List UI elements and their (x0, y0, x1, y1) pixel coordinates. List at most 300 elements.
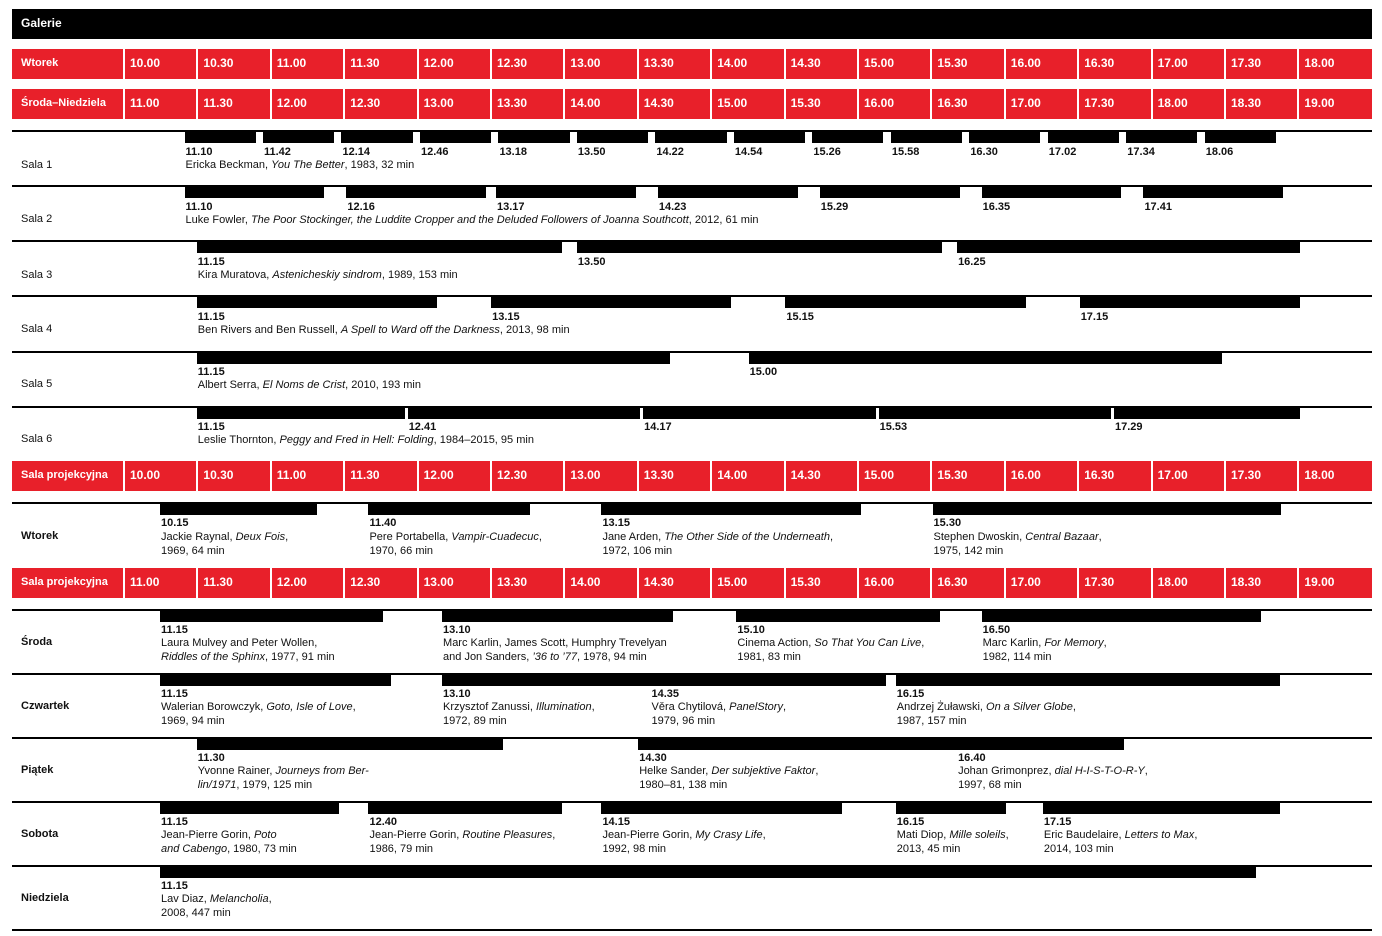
film-title: For Memory (1044, 637, 1104, 649)
film-author: Marc Karlin, (982, 637, 1045, 649)
tick-label: 11.00 (276, 468, 307, 482)
time-tick (1004, 49, 1041, 79)
start-time: 14.30 (639, 752, 667, 764)
separator: , (433, 434, 440, 446)
start-time: 13.17 (496, 201, 525, 213)
start-time: 14.23 (658, 201, 687, 213)
film-line-2 (161, 650, 335, 664)
screening-bar[interactable] (658, 187, 798, 198)
start-time: 14.17 (644, 421, 672, 433)
film-line-2 (161, 842, 297, 856)
film-line-1 (443, 636, 667, 650)
film-title: Der subjektive Faktor (711, 765, 816, 777)
film-title: Goto, Isle of Love (266, 701, 353, 713)
screening-bar[interactable] (982, 187, 1122, 198)
screening-bar[interactable] (785, 297, 1025, 308)
tick-label: 12.30 (497, 56, 528, 70)
screening-bar[interactable] (1043, 803, 1280, 814)
screening-bar[interactable] (197, 739, 504, 750)
time-tick (1224, 568, 1262, 598)
screening-bar[interactable] (982, 611, 1262, 622)
time-tick (417, 568, 454, 598)
film-author: Jean-Pierre Gorin, (161, 829, 254, 841)
tick-label: 16.00 (864, 575, 895, 589)
tick-label: 17.30 (1084, 96, 1115, 110)
day-label: Środa (21, 636, 53, 648)
time-tick (490, 461, 528, 491)
screening-bar[interactable] (160, 504, 317, 515)
tick-label: 15.30 (790, 575, 821, 589)
film-meta: 1987, 157 min (896, 715, 967, 727)
tick-label: 15.00 (717, 96, 748, 110)
film-line-2: 1975, 142 min (933, 545, 1004, 557)
time-tick (270, 49, 307, 79)
screening-bar[interactable] (197, 408, 405, 419)
time-tick (1224, 89, 1262, 119)
screening-bar[interactable] (263, 132, 334, 143)
time-tick (1004, 461, 1041, 491)
film-line-2 (443, 650, 647, 664)
tick-label: 14.00 (717, 56, 748, 70)
screening-bar[interactable] (197, 353, 670, 364)
start-time: 11.15 (197, 421, 225, 433)
screening-bar[interactable] (896, 803, 1006, 814)
screening-bar[interactable] (577, 242, 942, 253)
start-time: 14.15 (602, 816, 630, 828)
film-author: Andrzej Żuławski, (896, 701, 987, 713)
time-tick (1297, 568, 1335, 598)
screening-bar[interactable] (601, 803, 841, 814)
screening-bar[interactable] (655, 132, 726, 143)
time-tick (490, 568, 528, 598)
screening-bar[interactable] (820, 187, 960, 198)
tick-label: 17.00 (1157, 468, 1188, 482)
time-tick (270, 461, 307, 491)
room-label: Sala 3 (21, 269, 53, 281)
time-tick (1297, 49, 1335, 79)
time-tick (196, 49, 234, 79)
screening-bar[interactable] (969, 132, 1040, 143)
film-line-1 (1044, 828, 1197, 842)
screening-bar[interactable] (498, 132, 569, 143)
punct: , (782, 701, 787, 713)
screening-bar[interactable] (1114, 408, 1300, 419)
separator: , (265, 159, 272, 171)
film-meta: , 1979, 125 min (236, 779, 313, 791)
time-tick (637, 461, 674, 491)
film-author: Yvonne Rainer, (197, 765, 276, 777)
tick-label: 17.30 (1231, 56, 1262, 70)
tick-label: 11.30 (203, 96, 233, 110)
film-title: Letters to Max (1124, 829, 1195, 841)
room-label: Sala 2 (21, 213, 53, 225)
film-meta: 2013, 45 min (896, 843, 961, 855)
start-time: 10.15 (161, 517, 189, 529)
screening-tuesday-header (12, 461, 1372, 491)
film-author: Helke Sander, (639, 765, 712, 777)
screening-bar[interactable] (933, 504, 1281, 515)
film-author: Marc Karlin, James Scott, Humphry Trevelyan (443, 637, 667, 649)
tick-label: 12.00 (276, 575, 307, 589)
film-title: Astenicheskiy sindrom (272, 269, 382, 281)
screening-bar[interactable] (185, 132, 256, 143)
day-label: Sobota (21, 828, 59, 840)
screening-bar[interactable] (1048, 132, 1119, 143)
start-time: 11.15 (197, 256, 225, 268)
separator: , (381, 269, 388, 281)
screening-bar[interactable] (638, 739, 976, 750)
screening-bar[interactable] (957, 242, 1300, 253)
punct: , (1005, 829, 1009, 841)
start-time: 16.25 (958, 256, 986, 268)
separator: , (345, 379, 352, 391)
tick-label: 19.00 (1304, 96, 1335, 110)
tick-label: 16.00 (864, 96, 895, 110)
film-line-2 (161, 714, 225, 728)
tick-label: 14.00 (570, 96, 601, 110)
screening-bar[interactable] (601, 504, 861, 515)
screening-bar[interactable] (160, 867, 1256, 878)
start-time: 15.00 (749, 366, 778, 378)
tick-label: 12.00 (423, 468, 454, 482)
time-tick (343, 461, 380, 491)
tick-label: 17.30 (1231, 468, 1262, 482)
film-line-1 (602, 530, 833, 544)
screening-bar[interactable] (749, 353, 1222, 364)
time-tick (196, 461, 234, 491)
tick-label: 18.00 (1304, 56, 1335, 70)
tick-label: 10.30 (203, 56, 234, 70)
tick-label: 18.30 (1231, 575, 1262, 589)
film-info (198, 268, 458, 282)
time-tick (1151, 89, 1188, 119)
film-line-2 (161, 906, 231, 920)
start-time: 11.15 (161, 688, 188, 700)
film-line-2 (983, 650, 1052, 664)
screening-bar[interactable] (1143, 187, 1283, 198)
screening-bar[interactable] (160, 611, 383, 622)
film-meta: 1992, 98 min (602, 843, 667, 855)
separator: , (266, 269, 273, 281)
row-divider (12, 929, 1372, 931)
start-time: 13.50 (577, 256, 606, 268)
film-line-1 (369, 530, 541, 544)
film-line-1 (934, 530, 1102, 544)
punct: , (268, 893, 272, 905)
separator: , (273, 434, 280, 446)
film-line-1 (161, 828, 277, 842)
screening-bar[interactable] (736, 611, 940, 622)
tuesday-time-header (12, 49, 1372, 79)
room-label: Sala 5 (21, 378, 53, 390)
film-meta: 2008, 447 min (161, 907, 231, 919)
film-author: Johan Grimonprez, (958, 765, 1055, 777)
screening-bar[interactable] (491, 297, 731, 308)
start-time: 13.15 (602, 517, 630, 529)
time-tick (857, 49, 895, 79)
screening-bar[interactable] (1126, 132, 1197, 143)
film-line-1 (639, 764, 818, 778)
screening-bar[interactable] (879, 408, 1111, 419)
punct: , (829, 531, 833, 543)
punct: , (1103, 637, 1107, 649)
start-time: 16.40 (958, 752, 986, 764)
tick-label: 17.00 (1157, 56, 1188, 70)
screening-bar[interactable] (346, 187, 486, 198)
start-time: 13.15 (492, 311, 520, 323)
punct: , (1098, 531, 1102, 543)
film-line-1 (602, 828, 765, 842)
time-tick (857, 461, 895, 491)
film-meta: and Jon Sanders, (443, 651, 533, 663)
screening-bar[interactable] (368, 504, 530, 515)
start-time: 17.41 (1144, 201, 1172, 213)
film-line-2: 1969, 64 min (161, 545, 225, 557)
screening-bar[interactable] (651, 675, 886, 686)
time-tick (1151, 568, 1188, 598)
time-tick (930, 49, 968, 79)
punct: , (815, 765, 819, 777)
time-tick (1004, 89, 1041, 119)
tick-label: 14.30 (790, 468, 821, 482)
time-tick (784, 568, 821, 598)
punct: , (1144, 765, 1148, 777)
screening-bar[interactable] (812, 132, 883, 143)
start-time: 12.41 (408, 421, 437, 433)
start-time: 13.10 (443, 688, 471, 700)
punct: , (352, 701, 356, 713)
tick-label: 18.30 (1231, 96, 1262, 110)
start-time: 11.15 (161, 880, 188, 892)
start-time: 17.02 (1048, 146, 1077, 158)
film-author: Albert Serra (197, 379, 257, 391)
film-title: Poto (253, 829, 277, 841)
screening-bar[interactable] (896, 675, 1280, 686)
film-author: Jackie Raynal, (161, 531, 236, 543)
tick-label: 15.00 (717, 575, 748, 589)
film-meta: 1989, 153 min (387, 269, 458, 281)
tick-label: 17.30 (1084, 575, 1115, 589)
start-time: 14.54 (734, 146, 763, 158)
tick-label: 11.00 (130, 96, 160, 110)
start-time: 11.40 (369, 517, 397, 529)
screening-bar[interactable] (185, 187, 325, 198)
screening-bar[interactable] (734, 132, 805, 143)
time-tick (857, 568, 895, 598)
film-meta: 2012, 61 min (694, 214, 759, 226)
tick-label: 11.00 (276, 56, 307, 70)
tick-label: 19.00 (1304, 575, 1335, 589)
tick-label: 13.00 (570, 56, 601, 70)
gallery-title-bar (12, 9, 1372, 39)
screening-bar[interactable] (891, 132, 962, 143)
screening-bar[interactable] (197, 297, 437, 308)
film-title: Vampir-Cuadecuc (451, 531, 539, 543)
film-author: Laura Mulvey and Peter Wollen, (161, 637, 318, 649)
tick-label: 12.00 (423, 56, 454, 70)
separator: , (344, 159, 351, 171)
screening-bar[interactable] (408, 408, 640, 419)
film-line-1 (897, 700, 1076, 714)
start-time: 11.15 (197, 366, 225, 378)
tick-label: 15.30 (937, 468, 968, 482)
time-tick (196, 568, 233, 598)
time-tick (1077, 49, 1115, 79)
start-time: 16.15 (896, 816, 925, 828)
film-title: The Other Side of the Underneath (664, 531, 830, 543)
start-time: 15.15 (786, 311, 814, 323)
tick-label: 16.30 (937, 96, 968, 110)
tick-label: 12.00 (276, 96, 307, 110)
film-line-1 (198, 764, 369, 778)
start-time: 15.53 (879, 421, 908, 433)
film-author: Věra Chytilová, (651, 701, 730, 713)
start-time: 15.26 (813, 146, 841, 158)
tick-label: 18.00 (1304, 468, 1335, 482)
wed-sun-time-header (12, 89, 1372, 119)
tick-label: 12.30 (350, 96, 381, 110)
tick-label: 16.30 (1084, 468, 1115, 482)
film-title: Illumination (535, 701, 592, 713)
punct: , (538, 531, 542, 543)
time-tick (196, 89, 233, 119)
screening-bar[interactable] (442, 675, 660, 686)
start-time: 17.15 (1080, 311, 1109, 323)
tick-label: 16.30 (937, 575, 968, 589)
time-tick (710, 568, 748, 598)
film-author: Krzysztof Zanussi, (443, 701, 536, 713)
header-label: Środa–Niedziela (21, 97, 106, 109)
tick-label: 13.00 (423, 575, 454, 589)
tick-label: 13.30 (643, 56, 674, 70)
screening-bar[interactable] (160, 803, 339, 814)
film-line-1 (369, 828, 555, 842)
screening-bar[interactable] (1080, 297, 1300, 308)
film-author: Jean-Pierre Gorin, (369, 829, 463, 841)
separator: , (256, 379, 263, 391)
screening-bar[interactable] (577, 132, 648, 143)
screening-bar[interactable] (442, 611, 673, 622)
separator: , (688, 214, 695, 226)
film-line-1 (161, 892, 272, 906)
start-time: 11.15 (161, 816, 188, 828)
start-time: 12.40 (369, 816, 397, 828)
film-title: lin/1971 (197, 779, 237, 791)
film-meta: 1984–2015, 95 min (439, 434, 534, 446)
start-time: 13.50 (577, 146, 606, 158)
time-tick (1077, 461, 1115, 491)
tick-label: 12.30 (497, 468, 528, 482)
screening-bar[interactable] (420, 132, 491, 143)
film-line-2 (652, 714, 716, 728)
film-meta: 1979, 96 min (651, 715, 716, 727)
screening-bar[interactable] (496, 187, 636, 198)
separator: , (334, 324, 341, 336)
film-line-2 (897, 714, 967, 728)
film-info (198, 378, 421, 392)
start-time: 16.30 (970, 146, 998, 158)
film-author: Stephen Dwoskin, (933, 531, 1026, 543)
start-time: 12.14 (342, 146, 371, 158)
time-tick (637, 568, 674, 598)
film-line-1 (897, 828, 1009, 842)
film-line-1 (958, 764, 1148, 778)
time-tick (417, 89, 454, 119)
time-tick (563, 89, 601, 119)
start-time: 15.29 (820, 201, 849, 213)
film-title: You The Better (271, 159, 345, 171)
time-tick (563, 461, 601, 491)
start-time: 16.35 (982, 201, 1011, 213)
screening-bar[interactable] (368, 803, 562, 814)
film-info (198, 323, 570, 337)
tick-label: 11.30 (350, 468, 380, 482)
tick-label: 13.30 (643, 468, 674, 482)
tick-label: 13.00 (423, 96, 454, 110)
film-author: Jane Arden, (602, 531, 665, 543)
screening-bar[interactable] (197, 242, 562, 253)
time-tick (1224, 49, 1262, 79)
time-tick (417, 461, 454, 491)
time-tick (343, 49, 380, 79)
day-label: Wtorek (21, 530, 59, 542)
tick-label: 17.00 (1010, 96, 1041, 110)
time-tick (1151, 461, 1188, 491)
start-time: 16.50 (982, 624, 1011, 636)
punct: , (285, 531, 289, 543)
film-line-2: 1970, 66 min (369, 545, 434, 557)
start-time: 15.10 (737, 624, 765, 636)
film-line-2 (443, 714, 507, 728)
time-tick (637, 89, 674, 119)
screening-bar[interactable] (957, 739, 1124, 750)
tick-label: 10.30 (203, 468, 234, 482)
punct: , (1072, 701, 1076, 713)
start-time: 17.34 (1127, 146, 1155, 158)
screening-bar[interactable] (160, 675, 391, 686)
punct: , (552, 829, 556, 841)
tick-label: 14.30 (790, 56, 821, 70)
film-author: Leslie Thornton (197, 434, 274, 446)
start-time: 11.10 (185, 201, 213, 213)
header-label: Sala projekcyjna (21, 576, 108, 588)
start-time: 11.30 (197, 752, 225, 764)
film-title: So That You Can Live (814, 637, 922, 649)
start-time: 11.15 (197, 311, 225, 323)
page-title: Galerie (21, 16, 62, 30)
screening-bar[interactable] (643, 408, 875, 419)
screening-bar[interactable] (341, 132, 412, 143)
start-time: 13.18 (499, 146, 527, 158)
film-line-1 (983, 636, 1107, 650)
time-tick (857, 89, 895, 119)
time-tick (490, 89, 528, 119)
header-label: Sala projekcyjna (21, 469, 108, 481)
tick-label: 11.00 (130, 575, 160, 589)
room-label: Sala 1 (21, 159, 53, 171)
film-meta: 1981, 83 min (737, 651, 801, 663)
film-title: ’36 to ’77 (532, 651, 577, 663)
film-line-2 (958, 778, 1022, 792)
screening-bar[interactable] (1205, 132, 1276, 143)
tick-label: 14.00 (570, 575, 601, 589)
tick-label: 16.00 (1010, 468, 1041, 482)
film-line-1 (737, 636, 924, 650)
time-tick (1297, 89, 1335, 119)
film-author: Mati Diop, (896, 829, 950, 841)
time-tick (563, 568, 601, 598)
time-tick (270, 568, 307, 598)
